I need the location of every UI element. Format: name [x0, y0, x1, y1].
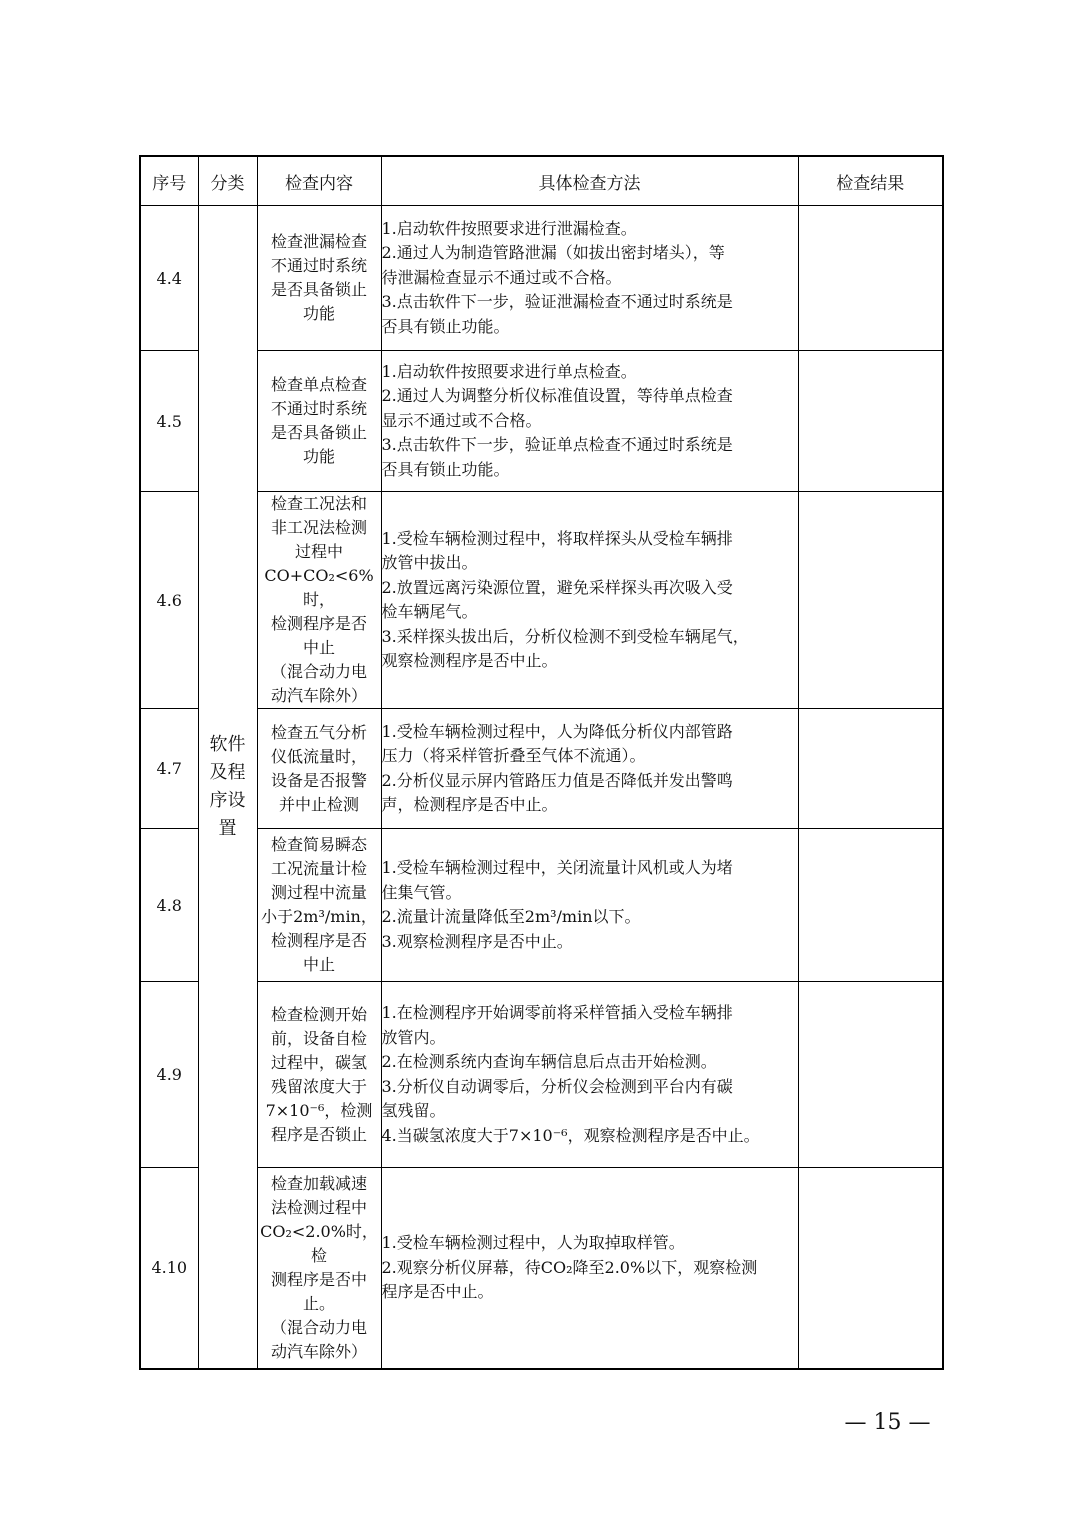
- check-content: [257, 1168, 381, 1369]
- row-number: 4.4: [140, 206, 198, 351]
- check-content-line: 非工况法检测: [270, 518, 367, 537]
- category-line: 软件: [209, 733, 246, 755]
- check-content-line: 不通过时系统: [270, 399, 367, 418]
- check-method: [381, 206, 798, 351]
- check-content-line: 不通过时系统: [270, 256, 367, 275]
- check-content-line: 中止: [302, 638, 335, 657]
- check-content-line: 法检测过程中: [270, 1197, 367, 1217]
- table-row: [140, 709, 943, 829]
- check-method: [381, 829, 798, 982]
- check-content: [257, 492, 381, 709]
- check-method-line: 氢残留。: [381, 1101, 446, 1120]
- check-method-line: 1.受检车辆检测过程中，人为取掉取样管。: [381, 1233, 685, 1252]
- check-method-line: 观察检测程序是否中止。: [381, 651, 558, 670]
- check-content-line: 是否具备锁止: [270, 280, 367, 299]
- check-content-line: 并中止检测: [278, 794, 359, 814]
- check-content-line: 动汽车除外）: [270, 1341, 367, 1361]
- check-content-line: CO₂<2.0%时，检: [260, 1221, 378, 1265]
- check-method-line: 待泄漏检查显示不通过或不合格。: [381, 267, 622, 287]
- check-method-line: 程序是否中止。: [381, 1282, 494, 1301]
- check-content-line: 检查工况法和: [270, 494, 367, 513]
- check-content-line: 检查泄漏检查: [270, 232, 367, 251]
- check-method-line: 显示不通过或不合格。: [381, 410, 542, 430]
- check-content-line: CO+CO₂<6%时，: [264, 566, 374, 609]
- check-method-line: 3.分析仪自动调零后，分析仪会检测到平台内有碳: [381, 1076, 733, 1096]
- table-row: [140, 492, 943, 709]
- check-content-line: 检测程序是否: [270, 931, 367, 950]
- check-method-line: 压力（将采样管折叠至气体不流通）。: [381, 746, 646, 765]
- category-cell: [198, 206, 257, 1369]
- check-content-line: 止。: [302, 1293, 335, 1313]
- check-content-line: 测程序是否中: [270, 1269, 367, 1289]
- check-content-line: 功能: [302, 304, 335, 323]
- row-number: 4.8: [140, 829, 198, 982]
- check-content-line: 小于2m³/min，: [261, 907, 377, 926]
- check-method-line: 3.点击软件下一步，验证泄漏检查不通过时系统是: [381, 292, 733, 312]
- check-method: [381, 1168, 798, 1369]
- check-method-line: 2.流量计流量降低至2m³/min以下。: [381, 907, 641, 926]
- check-content-line: 测过程中流量: [270, 883, 367, 902]
- check-method-line: 否具有锁止功能。: [381, 459, 510, 479]
- check-method-line: 1.在检测程序开始调零前将采样管插入受检车辆排: [381, 1003, 733, 1022]
- check-content-line: 仪低流量时，: [270, 746, 367, 766]
- check-result[interactable]: [798, 492, 943, 709]
- check-content-line: 检查五气分析: [270, 722, 367, 742]
- check-result[interactable]: [798, 351, 943, 492]
- check-method: [381, 982, 798, 1168]
- check-content: [257, 982, 381, 1168]
- check-content-line: 检查简易瞬态: [270, 835, 367, 854]
- check-method-line: 2.在检测系统内查询车辆信息后点击开始检测。: [381, 1052, 717, 1071]
- check-method-line: 3.点击软件下一步，验证单点检查不通过时系统是: [381, 435, 733, 455]
- check-method: [381, 492, 798, 709]
- header-method: 具体检查方法: [381, 156, 798, 206]
- row-number: 4.5: [140, 351, 198, 492]
- check-content-line: 过程中: [294, 542, 343, 561]
- check-method-line: 1.启动软件按照要求进行单点检查。: [381, 361, 637, 381]
- check-content-line: 中止: [302, 955, 335, 974]
- check-method-line: 3.采样探头拔出后，分析仪检测不到受检车辆尾气，: [381, 626, 749, 646]
- table-row: [140, 206, 943, 351]
- check-content-line: 检测程序是否: [270, 614, 367, 633]
- check-content-line: 功能: [302, 447, 335, 466]
- check-content-line: 前，设备自检: [270, 1028, 367, 1048]
- check-content-line: 残留浓度大于: [270, 1076, 367, 1096]
- check-content-line: （混合动力电: [270, 1317, 367, 1337]
- check-result[interactable]: [798, 1168, 943, 1369]
- check-content-line: 设备是否报警: [270, 770, 367, 790]
- check-method-line: 2.通过人为调整分析仪标准值设置，等待单点检查: [381, 386, 733, 406]
- check-method-line: 检车辆尾气。: [381, 602, 478, 621]
- check-method-line: 1.受检车辆检测过程中，人为降低分析仪内部管路: [381, 721, 733, 741]
- check-content-line: 检查检测开始: [270, 1004, 367, 1024]
- check-method-line: 1.受检车辆检测过程中，关闭流量计风机或人为堵: [381, 858, 733, 877]
- category-line: 序设: [209, 789, 246, 811]
- header-category: 分类: [198, 156, 257, 206]
- check-content-line: （混合动力电: [270, 662, 367, 681]
- check-method-line: 4.当碳氢浓度大于7×10⁻⁶，观察检测程序是否中止。: [381, 1125, 760, 1145]
- check-method-line: 2.观察分析仪屏幕，待CO₂降至2.0%以下，观察检测: [381, 1257, 758, 1277]
- check-result[interactable]: [798, 709, 943, 829]
- check-method-line: 2.通过人为制造管路泄漏（如拔出密封堵头），等: [381, 243, 725, 263]
- check-content: [257, 709, 381, 829]
- check-method-line: 声，检测程序是否中止。: [381, 795, 558, 814]
- row-number: 4.9: [140, 982, 198, 1168]
- check-result[interactable]: [798, 829, 943, 982]
- check-content-line: 动汽车除外）: [270, 686, 367, 705]
- check-content-line: 检查加载减速: [270, 1173, 367, 1193]
- check-content-line: 工况流量计检: [270, 859, 367, 878]
- check-method-line: 2.分析仪显示屏内管路压力值是否降低并发出警鸣: [381, 770, 733, 790]
- check-method-line: 住集气管。: [381, 882, 462, 902]
- check-method-line: 2.放置远离污染源位置，避免采样探头再次吸入受: [381, 577, 733, 597]
- row-number: 4.6: [140, 492, 198, 709]
- table-row: [140, 829, 943, 982]
- check-content: [257, 351, 381, 492]
- header-no: 序号: [140, 156, 198, 206]
- row-number: 4.7: [140, 709, 198, 829]
- row-number: 4.10: [140, 1168, 198, 1369]
- check-content-line: 程序是否锁止: [270, 1124, 367, 1144]
- check-method-line: 1.启动软件按照要求进行泄漏检查。: [381, 218, 637, 238]
- header-result: 检查结果: [798, 156, 943, 206]
- category-line: 置: [218, 817, 237, 839]
- check-content: [257, 829, 381, 982]
- category-line: 及程: [209, 761, 246, 783]
- check-method-line: 1.受检车辆检测过程中，将取样探头从受检车辆排: [381, 528, 733, 548]
- check-method-line: 放管内。: [381, 1027, 446, 1047]
- table-header-row: [140, 156, 943, 206]
- check-method: [381, 709, 798, 829]
- check-method: [381, 351, 798, 492]
- table-row: [140, 1168, 943, 1369]
- check-method-line: 放管中拔出。: [381, 553, 478, 572]
- check-result[interactable]: [798, 982, 943, 1168]
- header-content: 检查内容: [257, 156, 381, 206]
- check-content-line: 7×10⁻⁶，检测: [265, 1100, 373, 1120]
- check-result[interactable]: [798, 206, 943, 351]
- check-content-line: 过程中，碳氢: [270, 1052, 367, 1072]
- inspection-table: [139, 155, 944, 1370]
- table-row: [140, 351, 943, 492]
- check-method-line: 3.观察检测程序是否中止。: [381, 931, 573, 951]
- page-number: — 15 —: [844, 1410, 931, 1435]
- check-content: [257, 206, 381, 351]
- check-content-line: 检查单点检查: [270, 375, 367, 394]
- check-content-line: 是否具备锁止: [270, 423, 367, 442]
- table-row: [140, 982, 943, 1168]
- check-method-line: 否具有锁止功能。: [381, 316, 510, 336]
